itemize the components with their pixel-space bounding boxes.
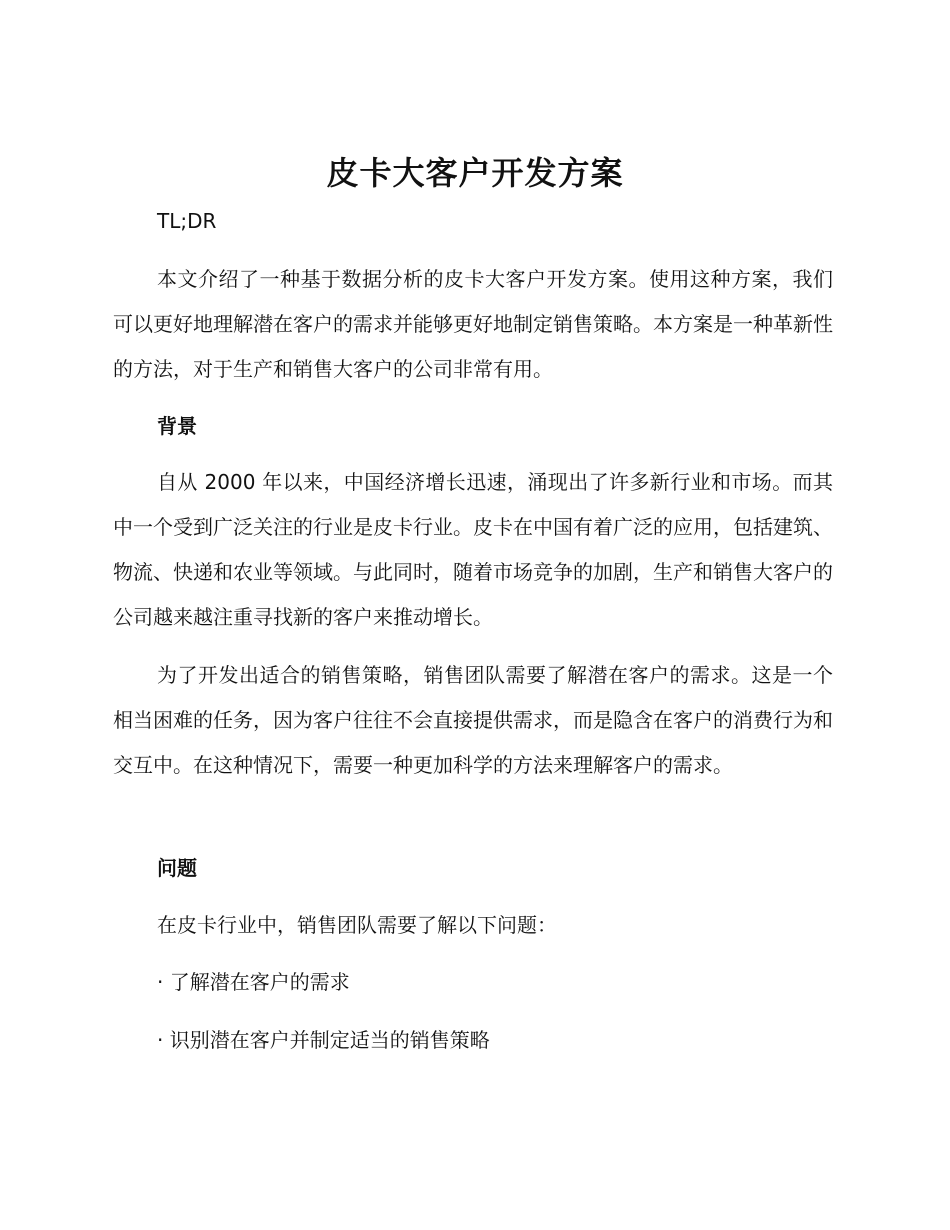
problem-list-item: · 识别潜在客户并制定适当的销售策略	[157, 1028, 490, 1052]
problem-heading: 问题	[157, 856, 197, 880]
problem-list-item: · 了解潜在客户的需求	[157, 970, 350, 994]
document-title: 皮卡大客户开发方案	[326, 154, 624, 192]
problem-intro: 在皮卡行业中，销售团队需要了解以下问题：	[157, 913, 557, 937]
tldr-label: TL;DR	[157, 209, 217, 233]
background-paragraph-1: 自从 2000 年以来，中国经济增长迅速，涌现出了许多新行业和市场。而其中一个受到广泛关注的行业是皮卡行业。皮卡在中国有着广泛的应用，包括建筑、物流、快递和农业等领域。与此同时，随着市场竞争的加剧，生产和销售大客户的公司越来越注重寻找新的客户来推动增长。	[113, 470, 833, 629]
background-heading: 背景	[157, 414, 197, 438]
intro-paragraph: 本文介绍了一种基于数据分析的皮卡大客户开发方案。使用这种方案，我们可以更好地理解潜在客户的需求并能够更好地制定销售策略。本方案是一种革新性的方法，对于生产和销售大客户的公司非常有用。	[113, 267, 833, 381]
background-paragraph-2: 为了开发出适合的销售策略，销售团队需要了解潜在客户的需求。这是一个相当困难的任务，因为客户往往不会直接提供需求，而是隐含在客户的消费行为和交互中。在这种情况下，需要一种更加科学的方法来理解客户的需求。	[113, 663, 833, 777]
